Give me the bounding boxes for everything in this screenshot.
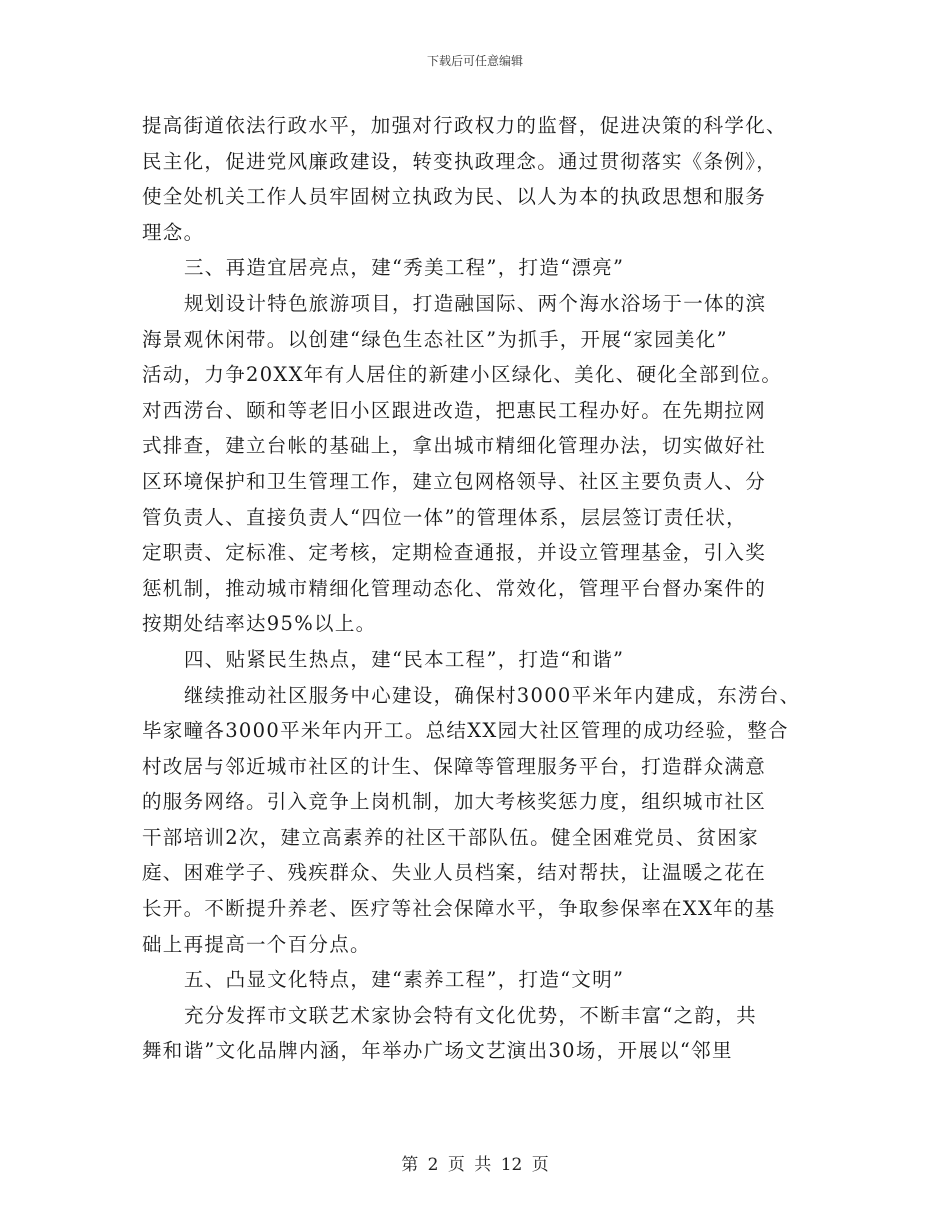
paragraph-line: 庭、困难学子、残疾群众、失业人员档案，结对帮扶，让温暖之花在 [142, 861, 767, 885]
section-heading: 五、凸显文化特点，建“素养工程”，打造“文明” [184, 968, 625, 992]
paragraph-line: 理念。 [142, 220, 205, 244]
paragraph-line: 毕家疃各3000平米年内开工。总结XX园大社区管理的成功经验，整合 [142, 719, 789, 743]
paragraph-line: 按期处结率达95%以上。 [142, 612, 377, 636]
paragraph-line: 规划设计特色旅游项目，打造融国际、两个海水浴场于一体的滨 [184, 291, 767, 315]
paragraph-line: 惩机制，推动城市精细化管理动态化、常效化，管理平台督办案件的 [142, 576, 767, 600]
paragraph-line: 提高街道依法行政水平，加强对行政权力的监督，促进决策的科学化、 [142, 114, 787, 137]
paragraph-line: 定职责、定标准、定考核，定期检查通报，并设立管理基金，引入奖 [142, 541, 767, 565]
paragraph-line: 区环境保护和卫生管理工作，建立包网格领导、社区主要负责人、分 [142, 469, 767, 493]
paragraph-line: 使全处机关工作人员牢固树立执政为民、以人为本的执政思想和服务 [142, 185, 767, 209]
paragraph-line: 充分发挥市文联艺术家协会特有文化优势，不断丰富“之韵，共 [184, 1003, 757, 1027]
paragraph-line: 式排查，建立台帐的基础上，拿出城市精细化管理办法，切实做好社 [142, 434, 767, 458]
paragraph-line: 活动，力争20XX年有人居住的新建小区绿化、美化、硬化全部到位。 [142, 363, 783, 387]
paragraph-line: 继续推动社区服务中心建设，确保村3000平米年内建成，东涝台、 [184, 683, 801, 707]
paragraph-line: 干部培训2次，建立高素养的社区干部队伍。健全困难党员、贫困家 [142, 825, 759, 849]
paragraph-line: 海景观休闲带。以创建“绿色生态社区”为抓手，开展“家园美化” [142, 327, 728, 351]
paragraph-line: 管负责人、直接负责人“四位一体”的管理体系，层层签订责任状， [142, 505, 747, 529]
paragraph-line: 对西涝台、颐和等老旧小区跟进改造，把惠民工程办好。在先期拉网 [142, 398, 767, 422]
paragraph-line: 民主化，促进党风廉政建设，转变执政理念。通过贯彻落实《条例》， [142, 149, 778, 173]
section-heading: 三、再造宜居亮点，建“秀美工程”，打造“漂亮” [184, 256, 625, 280]
document-body [142, 108, 822, 1069]
paragraph-line: 村改居与邻近城市社区的计生、保障等管理服务平台，打造群众满意 [142, 754, 767, 778]
paragraph-line: 的服务网络。引入竞争上岗机制，加大考核奖惩力度，组织城市社区 [142, 790, 767, 814]
paragraph-line: 长开。不断提升养老、医疗等社会保障水平，争取参保率在XX年的基 [142, 897, 776, 921]
paragraph-line: 础上再提高一个百分点。 [142, 932, 371, 956]
section-heading: 四、贴紧民生热点，建“民本工程”，打造“和谐” [184, 647, 625, 671]
page-number: 第 2 页 共 12 页 [401, 1155, 549, 1175]
page-header-note: 下载后可任意编辑 [426, 54, 523, 68]
paragraph-line: 舞和谐”文化品牌内涵，年举办广场文艺演出30场，开展以“邻里 [142, 1039, 733, 1063]
